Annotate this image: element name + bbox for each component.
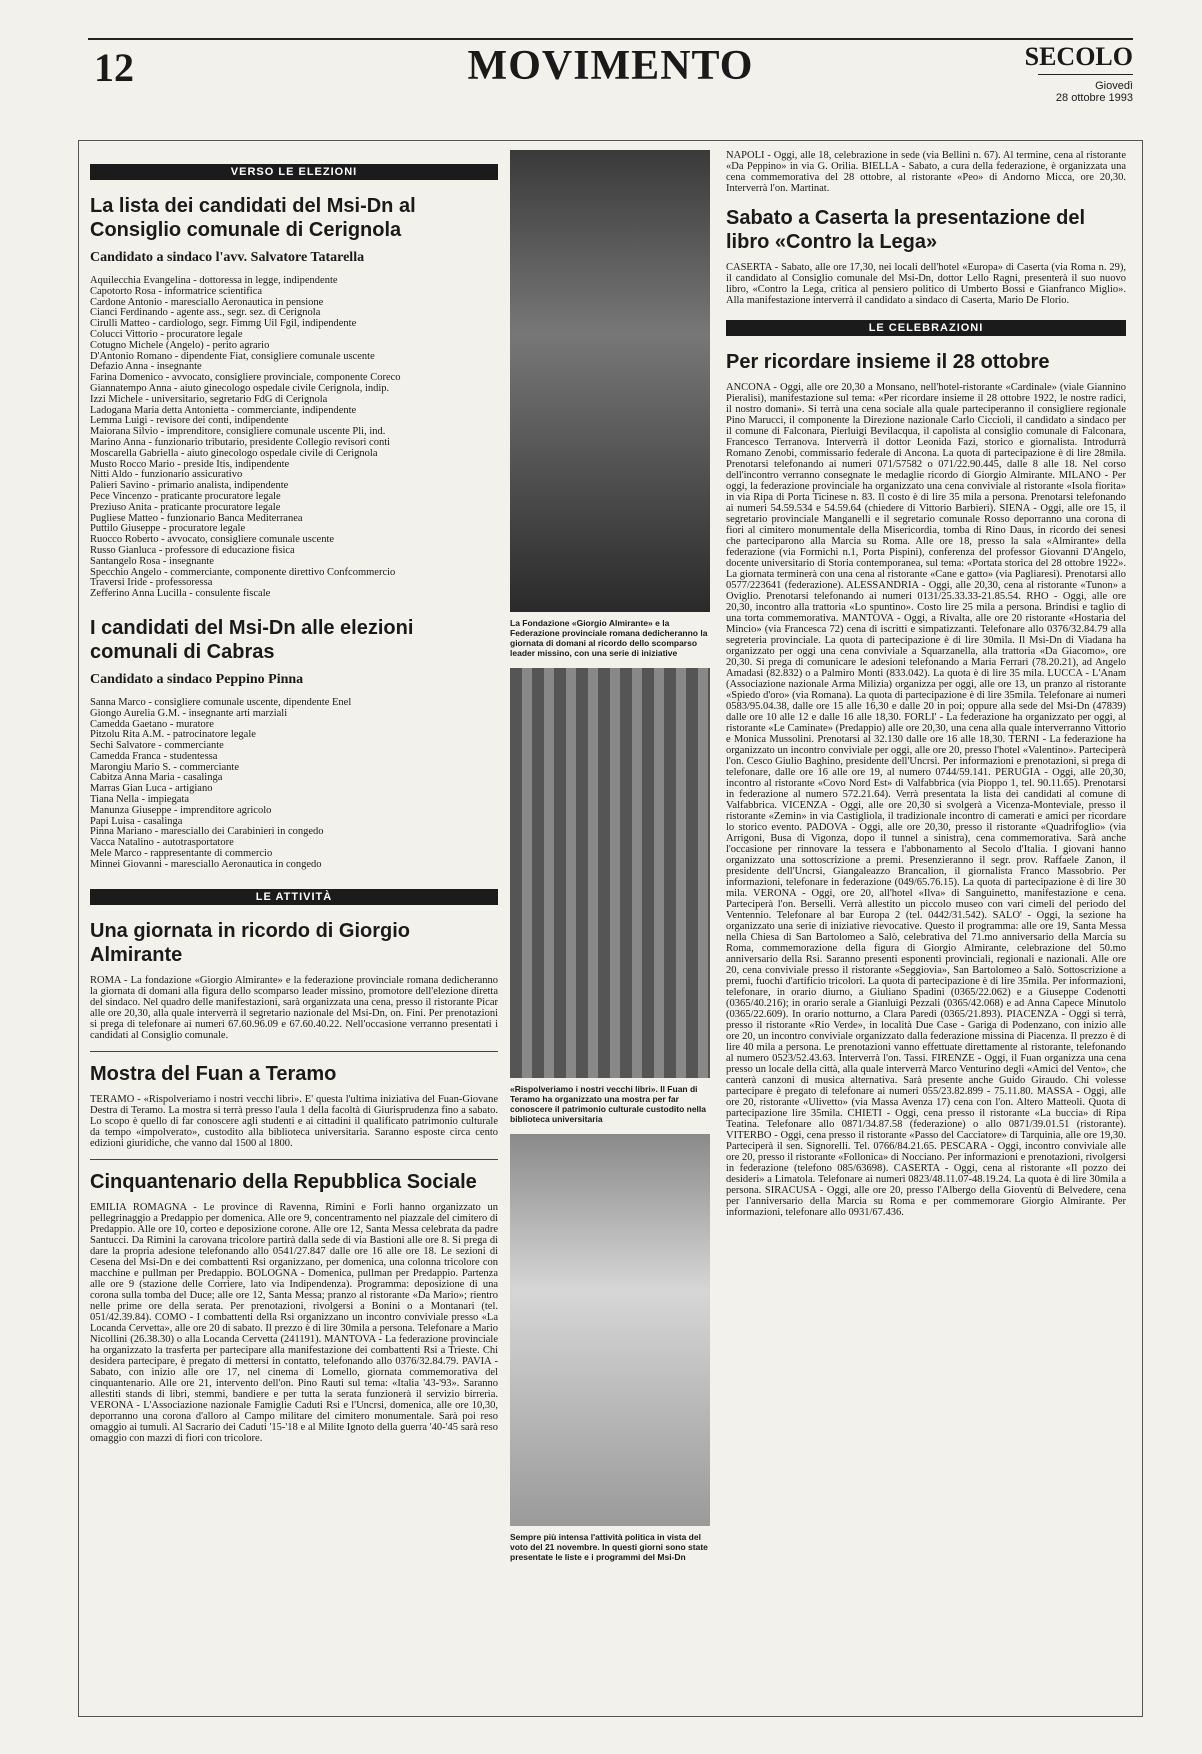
- caption-almirante: La Fondazione «Giorgio Almirante» e la Federazione provinciale romana dedicheranno la giornata di domani al ricordo dello scomparso leader missino, con una serie di iniziative: [510, 618, 708, 658]
- kicker-elezioni: VERSO LE ELEZIONI: [90, 164, 498, 180]
- list-item: Moscarella Gabriella - aiuto ginecologo ospedale civile di Cerignola: [90, 447, 378, 459]
- list-item: Russo Gianluca - professore di educazione fisica: [90, 544, 295, 556]
- list-item: Ladogana Maria detta Antonietta - commerciante, indipendente: [90, 404, 357, 416]
- list-item: Santangelo Rosa - insegnante: [90, 555, 214, 567]
- headline-almirante: Una giornata in ricordo di Giorgio Almirante: [90, 919, 411, 966]
- list-item: Musto Rocco Mario - preside Itis, indipendente: [90, 458, 290, 470]
- list-item: Cianci Ferdinando - agente ass., segr. sez. di Cerignola: [90, 307, 321, 319]
- list-item: Ruocco Roberto - avvocato, consigliere comunale uscente: [90, 534, 335, 546]
- issue-date: 28 ottobre 1993: [1055, 92, 1133, 104]
- column-left: [90, 150, 498, 1444]
- divider: [90, 1159, 498, 1160]
- list-item: Sanna Marco - consigliere comunale uscente, dipendente Enel: [90, 696, 352, 708]
- list-item: Specchio Angelo - commerciante, componente direttivo Confcommercio: [90, 566, 396, 578]
- column-right: [726, 150, 1126, 1218]
- list-item: Colucci Vittorio - procuratore legale: [90, 328, 243, 340]
- article-continued: NAPOLI - Oggi, alle 18, celebrazione in sede (via Bellini n. 67). Al termine, cena al ristorante «Da Peppino» in via G. Orilia. BIELLA - Sabato, a cura della federazione, è organizzata una cena commemorativa del 28 ottobre, al ristorante «Peo» di Andorno Micca, ore 20,30. Interverrà l'on. Martinat.: [726, 150, 1126, 194]
- column-photos: [510, 150, 710, 1572]
- candidate-list-cabras: [90, 698, 498, 871]
- caption-library: «Rispolveriamo i nostri vecchi libri». Il Fuan di Teramo ha organizzato una mostra per far conoscere il patrimonio culturale custodito nella biblioteca universitaria: [510, 1084, 707, 1124]
- list-item: Defazio Anna - insegnante: [90, 361, 202, 373]
- list-item: Camedda Gaetano - muratore: [90, 718, 214, 730]
- article-caserta: CASERTA - Sabato, alle ore 17,30, nei locali dell'hotel «Europa» di Caserta (via Roma n. 29), il candidato al Consiglio comunale del Msi-Dn, dottor Lello Ragni, presenterà il suo nuovo libro, «Contro la Lega, critica al pensiero politico di Umberto Bossi e Gianfranco Miglio». Alla manifestazione interverrà il candidato a sindaco di Caserta, Mario De Florio.: [726, 262, 1126, 306]
- list-item: Traversi Iride - professoressa: [90, 577, 213, 589]
- list-item: Preziuso Anita - praticante procuratore legale: [90, 501, 281, 513]
- list-item: Vacca Natalino - autotrasportatore: [90, 837, 234, 849]
- list-item: Zefferino Anna Lucilla - consulente fiscale: [90, 588, 271, 600]
- list-item: Giannatempo Anna - aiuto ginecologo ospedale civile Cerignola, indip.: [90, 382, 390, 394]
- weekday: Giovedì: [1095, 80, 1133, 92]
- list-item: Puttilo Giuseppe - procuratore legale: [90, 523, 246, 535]
- headline-cerignola: La lista dei candidati del Msi-Dn al Consiglio comunale di Cerignola: [90, 195, 416, 241]
- date-block: [1056, 80, 1133, 104]
- list-item: Marongiu Mario S. - commerciante: [90, 761, 239, 773]
- photo-ballot-box: [510, 1134, 710, 1526]
- list-item: Izzi Michele - universitario, segretario FdG di Cerignola: [90, 393, 328, 405]
- caption-ballot: Sempre più intensa l'attività politica in vista del voto del 21 novembre. In questi giorni sono state presentate le liste e i programmi del Msi-Dn: [510, 1532, 708, 1562]
- article-almirante: ROMA - La fondazione «Giorgio Almirante» e la federazione provinciale romana dedicheranno la giornata di domani alla figura dello scomparso leader missino, promotore dell'elezione diretta del sindaco. Nel quadro delle manifestazioni, sarà organizzata una cena, presso il ristorante Picar alle ore 20,30, alla quale interverrà il segretario nazionale del Msi-Dn, on. Fini. Per prenotazioni si prega di telefonare ai numeri 67.60.96.09 e 67.60.40.22. Nell'occasione verranno presentati i candidati al Consiglio comunale.: [90, 974, 498, 1041]
- list-item: Tiana Nella - impiegata: [90, 794, 190, 806]
- list-item: Maiorana Silvio - imprenditore, consigliere comunale uscente Pli, ind.: [90, 426, 386, 438]
- subhead-cerignola: Candidato a sindaco l'avv. Salvatore Tatarella: [90, 250, 365, 265]
- newspaper-logo: [1025, 42, 1133, 75]
- list-item: Camedda Franca - studentessa: [90, 750, 218, 762]
- headline-cabras: I candidati del Msi-Dn alle elezioni comunali di Cabras: [90, 616, 414, 663]
- headline-caserta: Sabato a Caserta la presentazione del libro «Contro la Lega»: [726, 207, 1086, 253]
- list-item: Pitzolu Rita A.M. - patrocinatore legale: [90, 729, 256, 741]
- newspaper-name: SECOLO: [1024, 42, 1133, 71]
- subhead-cabras: Candidato a sindaco Peppino Pinna: [90, 671, 304, 687]
- headline-fuan: Mostra del Fuan a Teramo: [90, 1062, 337, 1085]
- candidate-list-cerignola: [90, 276, 498, 600]
- list-item: Farina Domenico - avvocato, consigliere provinciale, componente Coreco: [90, 372, 401, 384]
- divider: [90, 1051, 498, 1052]
- headline-rsi: Cinquantenario della Repubblica Sociale: [90, 1170, 477, 1193]
- list-item: Cirulli Matteo - cardiologo, segr. Fimmg Uil Fgil, indipendente: [90, 318, 357, 330]
- list-item: Nitti Aldo - funzionario assicurativo: [90, 469, 243, 481]
- article-fuan: TERAMO - «Rispolveriamo i nostri vecchi libri». E' questa l'ultima iniziativa del Fuan-Giovane Destra di Teramo. La mostra si terrà presso l'aula 1 della facoltà di Giurisprudenza fino a sabato. Lo scopo è quello di far conoscere agli studenti e ai cittadini il qualificato patrimonio culturale da tempo «impolverato», custodito alla biblioteca universitaria. Saranno esposte circa cento edizioni giuridiche, che vanno dal 1500 al 1800.: [90, 1093, 498, 1149]
- list-item: Marras Gian Luca - artigiano: [90, 783, 213, 795]
- section-title: MOVIMENTO: [467, 43, 754, 89]
- headline-28-ottobre: Per ricordare insieme il 28 ottobre: [726, 351, 1050, 373]
- list-item: Pugliese Matteo - funzionario Banca Mediterranea: [90, 512, 303, 524]
- list-item: Minnei Giovanni - maresciallo Aeronautica in congedo: [90, 858, 322, 870]
- list-item: Papi Luisa - casalinga: [90, 815, 183, 827]
- top-rule: [88, 38, 1133, 40]
- article-celebrazioni: ANCONA - Oggi, alle ore 20,30 a Monsano, nell'hotel-ristorante «Cardinale» (viale Giannino Pieralisi), manifestazione sul tema: «Per ricordare insieme il 28 ottobre 1922, le nostre radici, il nostro domani». Si terrà una cena sociale alla quale parteciperanno il consigliere regionale Pino Marucci, il componente la Direzione nazionale Carlo Ciccioli, il candidato a sindaco per il comune di Falconara, Pierluigi Bevilacqua, il capolista al consiglio comunale di Falconara, Francesco Terranova. Interverrà il dottor Leonida Fazi, storico e giornalista. Introdurrà Romano Zenobi, commissario federale di Ancona. La quota di partecipazione è di lire 28mila. Prenotarsi telefonando ai numeri 071/57582 o 071/22.90.445, dalle 8 alle 18. Nel corso dell'incontro verranno consegnate le medaglie ricordo di Giorgio Almirante. MILANO - Per oggi, la federazione provinciale ha organizzato una cena conviviale al ristorante «Isola fiorita» in via Ripa di Porta Ticinese n. 83. Il costo è di lire 35 mila a persona. Prenotarsi telefonando ai numeri 54.59.534 e 54.59.64 (chiedere di Vittorio Barbieri). SIENA - Oggi, alle ore 15, il segretario provinciale Manganelli e il segretario comunale Rosso deporranno una corona di fiori al cimitero monumentale della Misericordia, tomba di Rino Daus, in ricordo dei senesi che parteciparono alla Marcia su Roma. Alle ore 18, presso la sala «Almirante» della federazione (via Formichi n.1, Porta Pispini), conferenza del professor Giovanni D'Angelo, docente universitario di Storia contemporanea, sul tema: «Portata storica del 28 ottobre 1922». La giornata terminerà con una cena al ristorante «Cane e gatto» (via Pagliaresi). Prenotarsi allo 0577/223641 (federazione). ALESSANDRIA - Oggi, alle 20,30, cena al ristorante «Tunon» a Oviglio. Prenotarsi telefonando ai numeri 0131/25.33.33-21.85.54. RHO - Oggi, alle ore 20,30, incontro alla trattoria «Lo spuntino». Costo lire 25 mila a persona. Brindisi e taglio di una torta commemorativa. MANTOVA - Oggi, a Rivalta, alle ore 20 ristorante «Hostaria del Mincio» (via Francesca 72) cena di iscritti e simpatizzanti. Telefonare allo 0376/32.84.79 alla segreteria provinciale. La quota di partecipazione è di lire 30mila. Il Msi-Dn di Viadana ha organizzato per oggi una cena conviviale a Squarzanella, alla trattoria «Da Giacomo», ore 20,30. Si prega di comunicare le adesioni telefonando a Maria Ferrari (78.20.21), ad Angelo Amadasi (82.832) o a Palmiro Monti (833.042). La quota è di lire 35 mila. LUCCA - L'Anam (Associazione nazionale Arma Milizia) organizza per oggi, alle ore 13, un pranzo al ristorante «Spiedo d'oro» (via Romana). La quota di partecipazione è di lire 35mila. Telefonare ai numeri 0583/95.04.38, dalle ore 15 alle 16,30 e dalle 20 in poi; oppure alla sede del Msi-Dn (47839) dalle ore 10 alle 12 e dalle 16 alle 18,30. FORLI' - La federazione ha organizzato per oggi, al ristorante «Le Caminate» (Predappio) alle ore 20,30, una cena alla quale interverranno Vittorio e Monica Mussolini. Prenotarsi al 32.130 dalle ore 16 alle 18,30. TERNI - La federazione ha organizzato un incontro conviviale per oggi, alle ore 20, presso l'hotel «Valentino». Parteciperà l'on. Cesco Giulio Baghino, presidente dell'Uncrsi. Per informazioni e prenotazioni, si prega di telefonare, dalle ore 16 alle ore 19, al numero 0744/59.141. PERUGIA - Oggi, alle 20,30, incontro al ristorante «Covo Nord Est» di Valfabbrica (via Pioppo 1, tel. 90.11.65). Prenotarsi in federazione al numero 572.21.64). Verrà presentata la lista dei candidati al comune di Valfabbrica. VICENZA - Oggi, alle ore 20,30 si svolgerà a Vicenza-Monteviale, presso il ristorante «Zemin» in via Castigliola, il tradizionale incontro di camerati e amici per ricordare lo storico evento. PADOVA - Oggi, alle ore 20,30, presso il ristorante «Quadrifoglio» (via Arrigoni, Busa di Vigonza, dopo il tunnel a sinistra), cena commemorativa. Sarà anche l'occasione per rinnovare la tessera e l'abbonamento al Secolo d'Italia. I giovani hanno organizzato una sottoscrizione a premi. Presenzieranno il segr. prov. Raffaele Zanon, il presidente dell'Uncrsi, Giangaleazzo Brancalion, il giornalista Franco Massobrio. Per informazioni, telefonare in federazione (049/65.76.15). La quota di partecipazione è di lire 30 mila. VERONA - Oggi, ore 20, all'hotel «Ilva» di Sanguinetto, manifestazione e cena. Parteciperà l'on. Berselli. Verrà allestito un piccolo museo con vari cimeli del periodo del Ventennio. Telefonare al bar Europa 2 (tel. 0442/31.542). SALO' - Oggi, la sezione ha organizzato una serie di iniziative rievocative. Questo il programma: alle ore 19, Santa Messa nella Chiesa di San Bartolomeo a Salò, celebrativa del 71.mo anniversario della Marcia su Roma, commemorazione della figura di Giorgio Almirante, celebrazione del 50.mo anniversario della Rsi. Saranno presenti esponenti provinciali, regionali e nazionali. Alle ore 20, cena conviviale presso il ristorante «Seggiovia», San Bartolomeo a Salò. Sottoscrizione a premi, fuochi d'artificio tricolori. La quota di partecipazione è di lire 35mila. Per informazioni, telefonare, in orario diurno, a Giuliano Spadini (0365/22.062) e a Giuseppe Codenotti (0365/40.216); in orario serale a Gianluigi Pezzali (0365/42.068) e ad Anna Capece Minutolo (0365/22.609). In orario notturno, a Clara Paredi (0365/21.893). PIACENZA - Oggi si terrà, presso il ristorante «Rio Verde», in località Due Case - Gariga di Podenzano, con inizio alle ore 20, un incontro conviviale organizzato dalla federazione missina di Piacenza. Il prezzo è di lire 40 mila a persona. Le prenotazioni vanno effettuate direttamente al ristorante, telefonando al numero 0523/52.43.63. Interverrà l'on. Tassi. FIRENZE - Oggi, il Fuan organizza una cena presso un locale della città, alla quale interverrà Marco Venturino degli «Amici del Vento», che canterà canzoni di musica alternativa. Sarà presente anche Guido Giraudo. Chi volesse partecipare è pregato di telefonare ai numeri 055/23.82.899 - 75.11.80. MASSA - Oggi, alle ore 20, ristorante «Ulivetto» (via Massa Avenza 17) cena con l'on. Altero Matteoli. Quota di partecipazione lire 35mila. CHIETI - Oggi, cena presso il ristorante «La buccia» di Ripa Teatina. Telefonare allo 0871/34.87.58 (federazione) o allo 0871/39.01.51 (ristorante). VITERBO - Oggi, cena presso il ristorante «Passo del Cacciatore» di Tarquinia, alle ore 19,30. Parteciperà il sen. Signorelli. Tel. 0766/84.21.65. PESCARA - Oggi, incontro conviviale alle ore 20, presso il ristorante «Follonica» di Nocciano. Per informazioni e prenotazioni, rivolgersi in federazione (telefono 085/63698). CASERTA - Oggi, cena al ristorante «Il pozzo dei desideri» a Limatola. Telefonare ai numeri 0823/48.11.07-48.19.24. La quota è di lire 30mila a persona. SIRACUSA - Oggi, alle ore 20, presso l'Albergo della Gioventù di Belvedere, cena per l'anniversario della Marcia su Roma e per commemorare Giorgio Almirante. Per informazioni, telefonare allo 0931/67.436.: [726, 382, 1126, 1218]
- list-item: Sechi Salvatore - commerciante: [90, 740, 224, 752]
- list-item: Pece Vincenzo - praticante procuratore legale: [90, 490, 281, 502]
- photo-library: [510, 668, 710, 1078]
- list-item: Capotorto Rosa - informatrice scientifica: [90, 285, 263, 297]
- list-item: Lemma Luigi - revisore dei conti, indipendente: [90, 415, 289, 427]
- list-item: Giongo Aurelia G.M. - insegnante arti marziali: [90, 707, 288, 719]
- list-item: Cotugno Michele (Angelo) - perito agrario: [90, 339, 270, 351]
- list-item: Pinna Mariano - maresciallo dei Carabinieri in congedo: [90, 826, 324, 838]
- list-item: Palieri Savino - primario analista, indipendente: [90, 480, 289, 492]
- kicker-celebrazioni: LE CELEBRAZIONI: [726, 320, 1126, 336]
- list-item: Aquilecchia Evangelina - dottoressa in legge, indipendente: [90, 275, 338, 286]
- logo-rule: [1038, 74, 1133, 75]
- list-item: D'Antonio Romano - dipendente Fiat, consigliere comunale uscente: [90, 350, 375, 362]
- list-item: Cardone Antonio - maresciallo Aeronautica in pensione: [90, 296, 324, 308]
- photo-almirante: [510, 150, 710, 612]
- masthead: [88, 38, 1133, 108]
- list-item: Cabitza Anna Maria - casalinga: [90, 772, 223, 784]
- page-number: 12: [94, 45, 134, 90]
- kicker-attivita: LE ATTIVITÀ: [90, 889, 498, 905]
- list-item: Manunza Giuseppe - imprenditore agricolo: [90, 804, 272, 816]
- list-item: Marino Anna - funzionario tributario, presidente Collegio revisori conti: [90, 436, 391, 448]
- article-rsi: EMILIA ROMAGNA - Le province di Ravenna, Rimini e Forlì hanno organizzato un pellegrinaggio a Predappio per domenica. Alle ore 9, concentramento nel piazzale del cimitero di Predappio. Alle ore 10, corteo e deposizione corone. Alle ore 12, Santa Messa celebrata da padre Santucci. Da Rimini la carovana tricolore partirà dalla sede di via Bastioni alle ore 8. Si prega di dare la propria adesione telefonando allo 0541/27.847 dalle ore 16 alle ore 18. Le sezioni di Cesena del Msi-Dn e dei combattenti Rsi organizzano, per domenica, una colonna tricolore con macchine e pullman per Predappio. BOLOGNA - Domenica, pullman per Predappio. Partenza alle ore 9 (stazione delle Corriere, lato via Indipendenza). Programma: deposizione di una corona sulla tomba del Duce; alle ore 12, Santa Messa; pranzo al ristorante «Da Mario»; rientro nelle prime ore della serata. Per prenotazioni, rivolgersi a Bonini o a Montanari (tel. 051/42.39.84). COMO - I combattenti della Rsi organizzano un incontro conviviale presso «La Locanda Cervetta», alle ore 20 di sabato. Il prezzo è di lire 30mila a persona. Telefonare a Mario Nicollini (26.38.30) o alla Locanda Cervetta (241191). MANTOVA - La federazione provinciale ha organizzato la trasferta per partecipare alla manifestazione dei combattenti Rsi a Trieste. Chi desidera partecipare, è pregato di mettersi in contatto, telefonando allo 0376/32.84.79. PAVIA - Sabato, con inizio alle ore 17, nel cinema di Lomello, giornata commemorativa del cinquantenario. Alle ore 21, intervento dell'on. Pino Rauti sul tema: «Italia '43-'93». Saranno allestiti stands di libri, stemmi, bandiere e per tutta la serata funzionerà il servizio birreria. VERONA - L'Associazione nazionale Famiglie Caduti Rsi e l'Uncrsi, domenica, alle ore 10,30, deporranno una corona d'alloro al Campo militare del cimitero monumentale. Sarà poi reso omaggio ai tumuli. Al Sacrario dei Caduti '15-'18 e al Milite Ignoto della guerra '40-'45 sarà reso omaggio con mazzi di fiori con tricolore.: [90, 1201, 498, 1444]
- list-item: Mele Marco - rappresentante di commercio: [90, 848, 273, 860]
